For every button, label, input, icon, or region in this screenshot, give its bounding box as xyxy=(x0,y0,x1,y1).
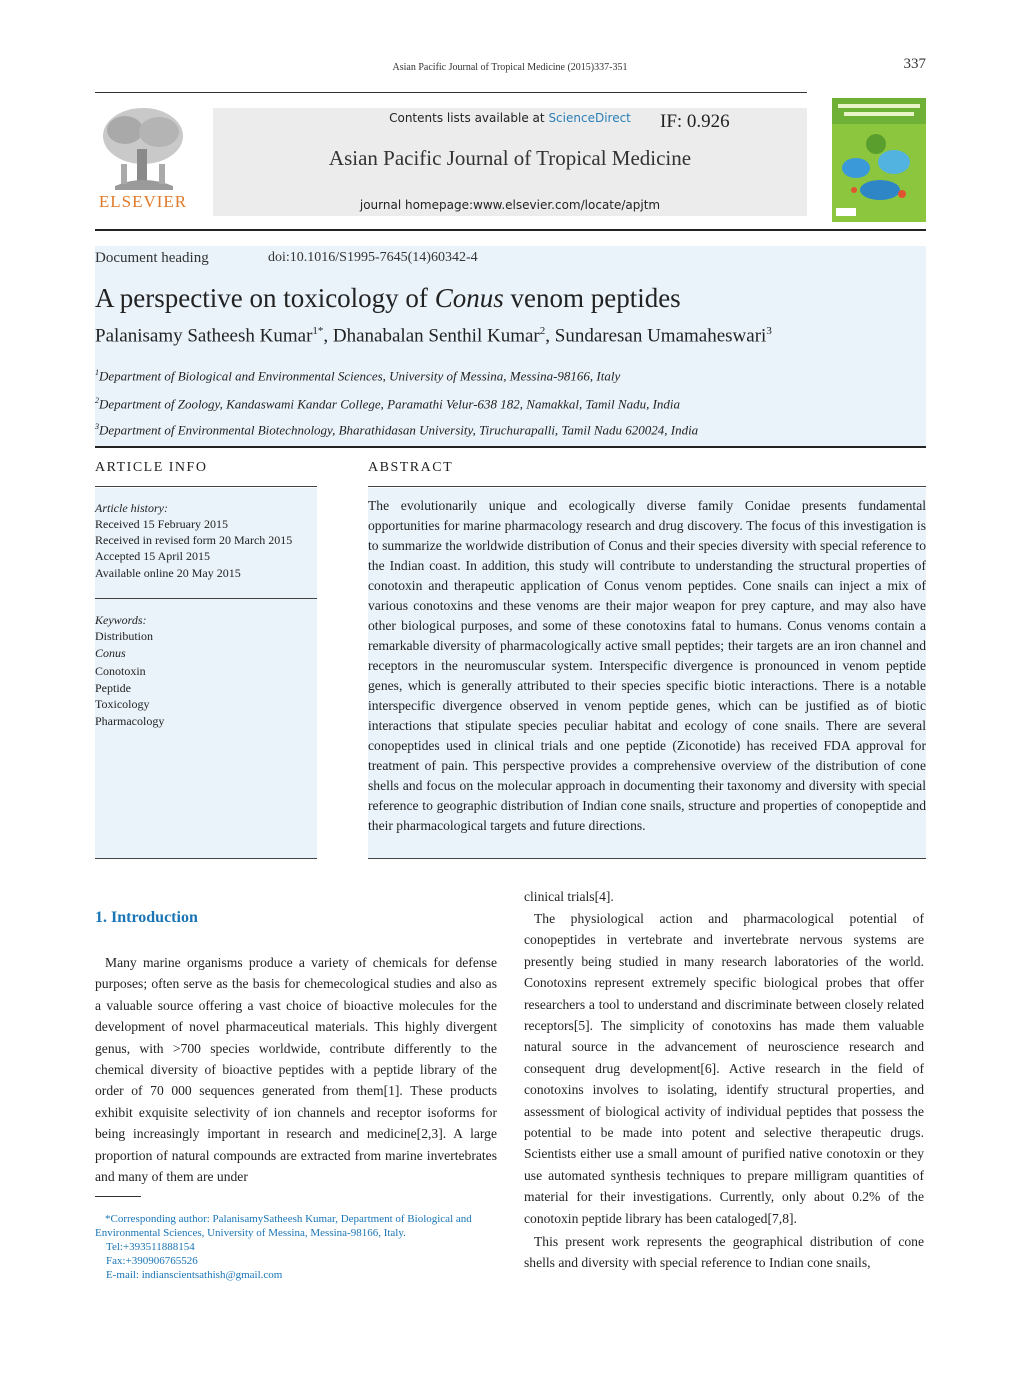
keyword: Conus xyxy=(95,646,126,660)
author-sup: 3 xyxy=(766,325,772,337)
footnote-email[interactable]: E-mail: indianscientsathish@gmail.com xyxy=(106,1269,283,1281)
sciencedirect-link[interactable]: ScienceDirect xyxy=(548,111,631,125)
keyword: Pharmacology xyxy=(95,714,165,728)
affiliation-sup: 2 xyxy=(95,396,99,405)
keywords-rule xyxy=(95,598,317,599)
article-info-heading: ARTICLE INFO xyxy=(95,460,208,475)
corresponding-author-note: *Corresponding author: PalanisamySatheesh Kumar, Department of Biological and Environmental Sciences, University of Messina, Messina-98166, Italy. xyxy=(95,1213,472,1239)
impact-factor: IF: 0.926 xyxy=(660,111,730,132)
header-rule xyxy=(95,92,807,93)
article-info-rule xyxy=(95,486,317,487)
title-block-rule xyxy=(95,446,926,448)
author-list: Palanisamy Satheesh Kumar$^{1*}$, Dhanabalan Senthil Kumar$^2$, Sundaresan Umamaheswari$^3$ xyxy=(95,325,772,347)
keyword: Distribution xyxy=(95,629,154,643)
author-sup: 2 xyxy=(539,325,546,337)
journal-title: Asian Pacific Journal of Tropical Medicine xyxy=(328,146,692,170)
elsevier-logo xyxy=(95,104,191,212)
affiliation xyxy=(95,396,680,412)
journal-homepage[interactable]: journal homepage:www.elsevier.com/locate/apjtm xyxy=(359,198,661,212)
affiliation-text: Department of Zoology, Kandaswami Kandar College, Paramathi Velur-638 182, Namakkal, Tamil Nadu, India xyxy=(99,396,681,412)
document-heading: Document heading xyxy=(95,250,209,266)
history-item: Accepted 15 April 2015 xyxy=(95,549,210,563)
author-sup: 1* xyxy=(312,325,324,337)
footnote-rule xyxy=(95,1196,141,1197)
history-item: Available online 20 May 2015 xyxy=(95,566,241,580)
keywords-label: Keywords: xyxy=(95,613,147,627)
affiliation-text: Department of Biological and Environmental Sciences, University of Messina, Messina-98166, Italy xyxy=(99,368,621,384)
abstract-heading: ABSTRACT xyxy=(368,460,454,475)
title-suffix: venom peptides xyxy=(503,283,681,313)
abstract-text: The evolutionarily unique and ecologically diverse family Conidae presents fundamental opportunities for marine pharmacology research and drug discovery. The focus of this investigation is to summarize the worldwide distribution of Conus and their species diversity with special reference to the Indian coast. In addition, this study will contribute to understanding the structural properties of conotoxin and therapeutic application of Conus venom peptides. Cone snails can inject a mix of various conotoxins and these venoms are their major weapon for prey capture, and may also have other biological purposes, and some of these conotoxins fatal to humans. Conus venoms contain a remarkable diversity of pharmacologically active small peptides; their targets are an iron channel and receptors in the neuromuscular system. Interspecific divergence is pronounced in venom peptide genes, which is generally attributed to their species specific biotic interactions. There is a notable interspecific divergence observed in venom peptide genes, which can be justified as of biotic interactions that stipulate species peculiar habitat and ecology of cone snails. There are several conopeptides used in clinical trials and one peptide (Ziconotide) has received FDA approval for treatment of pain. This perspective provides a comprehensive overview of the distribution of cone shells and focus on the molecular approach in documenting their taxonomy and diversity with special reference to geographic distribution of Indian cone snails, structure and properties of conopeptide and their pharmacological targets and future directions. xyxy=(368,498,926,833)
history-label: Article history: xyxy=(95,501,168,515)
affiliation xyxy=(95,368,620,384)
keyword: Conotoxin xyxy=(95,664,146,678)
elsevier-wordmark: ELSEVIER xyxy=(98,192,188,211)
section-heading: 1. Introduction xyxy=(95,909,198,926)
affiliation-text: Department of Environmental Biotechnology, Bharathidasan University, Tiruchurapalli, Tamil Nadu 620024, India xyxy=(99,422,699,438)
page-number: 337 xyxy=(903,56,926,72)
masthead-rule xyxy=(95,229,926,231)
journal-cover-image xyxy=(832,98,926,222)
author-name: Palanisamy Satheesh Kumar xyxy=(95,325,313,347)
author-name: Dhanabalan Senthil Kumar xyxy=(332,325,540,347)
doi[interactable]: doi:10.1016/S1995-7645(14)60342-4 xyxy=(268,250,478,265)
article-title xyxy=(95,283,681,314)
footnote-tel: Tel:+393511888154 xyxy=(106,1241,195,1253)
abstract-rule xyxy=(368,486,926,487)
keyword: Toxicology xyxy=(95,697,150,711)
intro-right-paragraph: The physiological action and pharmacological potential of conopeptides in vertebrate and invertebrate nervous systems are presently being studied in many research laboratories of the world. Conotoxins represent extremely specific biological probes that offer researchers a tool to understand and discriminate between closely related receptors[5]. The simplicity of conotoxins has made them valuable natural source in the advancement of neuroscience research and consequent drug development[6]. Active research in the field of conotoxins involves to isolating, identify structural properties, and assessment of biological activity of individual peptides that possess the potential to be made into potent and selective therapeutic drugs. Scientists either use a small amount of purified native conotoxin or they use automated synthesis techniques to prepare milligram quantities of material for their investigations. Currently, only about 0.2% of the conotoxin peptide library has been cataloged[7,8]. xyxy=(524,911,924,1226)
history-item: Received 15 February 2015 xyxy=(95,517,228,531)
intro-left-column: Many marine organisms produce a variety of chemicals for defense purposes; often serve as the basis for chemecological studies and also as a valuable source offering a vast choice of bioactive molecules for the development of novel pharmaceutical materials. This highly divergent genus, with >700 species worldwide, contribute differently to the chemical diversity of bioactive peptides with a peptide library of the order of 70 000 sequences generated from them[1]. These products exhibit exquisite selectivity of ion channels and receptor isoforms for being increasingly important in research and medicine[2,3]. A large proportion of natural compounds are extracted from marine invertebrates and many of them are under xyxy=(95,955,497,1185)
intro-right-paragraph: clinical trials[4]. xyxy=(524,889,614,904)
affiliation-sup: 1 xyxy=(95,368,99,377)
article-info-bottom-rule xyxy=(95,858,317,859)
history-item: Received in revised form 20 March 2015 xyxy=(95,533,293,547)
affiliation-sup: 3 xyxy=(95,422,99,431)
intro-right-paragraph: This present work represents the geographical distribution of cone shells and diversity with special reference to Indian cone snails, xyxy=(524,1234,924,1271)
title-genus: Conus xyxy=(434,283,504,313)
footnote-fax: Fax:+390906765526 xyxy=(106,1255,198,1267)
title-prefix: A perspective on toxicology of xyxy=(95,283,435,313)
running-head: Asian Pacific Journal of Tropical Medicine (2015)337-351 xyxy=(392,62,628,73)
keyword: Peptide xyxy=(95,681,131,695)
abstract-bottom-rule xyxy=(368,858,926,859)
contents-prefix: Contents lists available at xyxy=(389,111,549,125)
author-name: Sundaresan Umamaheswari xyxy=(554,325,767,347)
affiliation xyxy=(95,422,698,438)
